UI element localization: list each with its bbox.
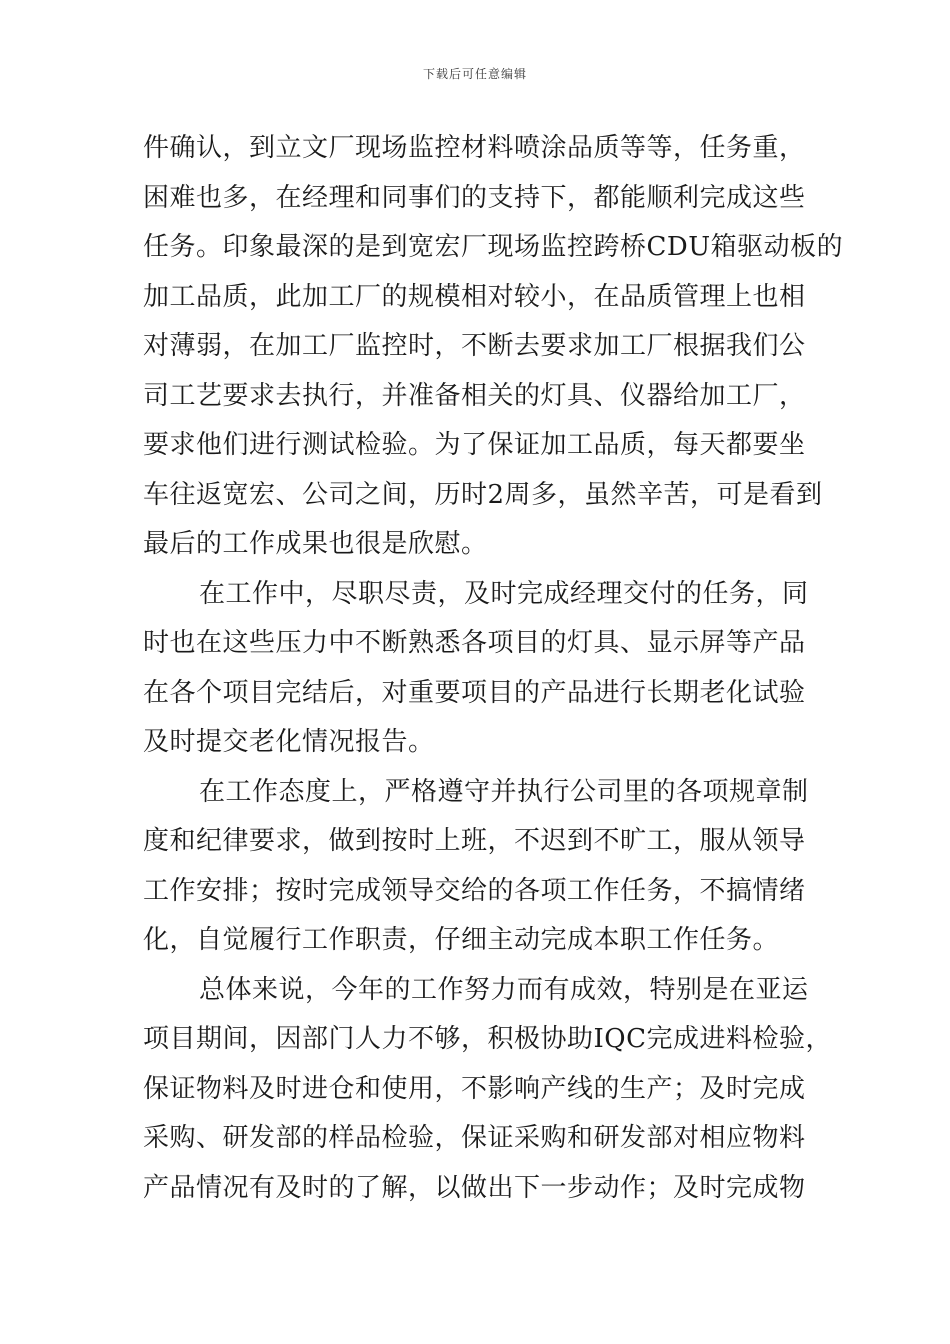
text-line: 保证物料及时进仓和使用，不影响产线的生产；及时完成	[143, 1073, 806, 1104]
body-text	[143, 124, 844, 1213]
paragraph-first-line: 在工作中，尽职尽责，及时完成经理交付的任务，同	[199, 578, 809, 609]
text-line: 化，自觉履行工作职责，仔细主动完成本职工作任务。	[143, 925, 780, 955]
text-line: 加工品质，此加工厂的规模相对较小，在品质管理上也相	[143, 281, 806, 312]
page-header: 下载后可任意编辑	[422, 67, 527, 81]
text-line: 项目期间，因部门人力不够，积极协助IQC完成进料检验，	[143, 1024, 832, 1054]
text-line: 时也在这些压力中不断熟悉各项目的灯具、显示屏等产品	[143, 628, 806, 658]
text-line: 工作安排；按时完成领导交给的各项工作任务，不搞情绪	[143, 875, 806, 906]
text-line: 件确认，到立文厂现场监控材料喷涂品质等等，任务重，	[143, 133, 806, 163]
text-line: 采购、研发部的样品检验，保证采购和研发部对相应物料	[143, 1123, 806, 1153]
text-line: 任务。印象最深的是到宽宏厂现场监控跨桥CDU箱驱动板的	[143, 232, 844, 262]
text-line: 车往返宽宏、公司之间，历时2周多，虽然辛苦，可是看到	[143, 479, 823, 510]
text-line: 及时提交老化情况报告。	[143, 727, 435, 757]
text-line: 困难也多，在经理和同事们的支持下，都能顺利完成这些	[143, 182, 806, 213]
text-line: 度和纪律要求，做到按时上班，不迟到不旷工，服从领导	[143, 826, 806, 856]
text-line: 要求他们进行测试检验。为了保证加工品质，每天都要坐	[143, 430, 806, 460]
paragraph-first-line: 总体来说，今年的工作努力而有成效，特别是在亚运	[199, 974, 809, 1005]
text-line: 最后的工作成果也很是欣慰。	[143, 529, 488, 559]
text-line: 司工艺要求去执行，并准备相关的灯具、仪器给加工厂，	[143, 380, 806, 411]
text-line: 对薄弱，在加工厂监控时，不断去要求加工厂根据我们公	[143, 331, 806, 361]
text-line: 在各个项目完结后，对重要项目的产品进行长期老化试验	[143, 677, 806, 708]
text-line: 产品情况有及时的了解，以做出下一步动作；及时完成物	[143, 1172, 806, 1203]
paragraph-first-line: 在工作态度上，严格遵守并执行公司里的各项规章制	[199, 776, 809, 807]
